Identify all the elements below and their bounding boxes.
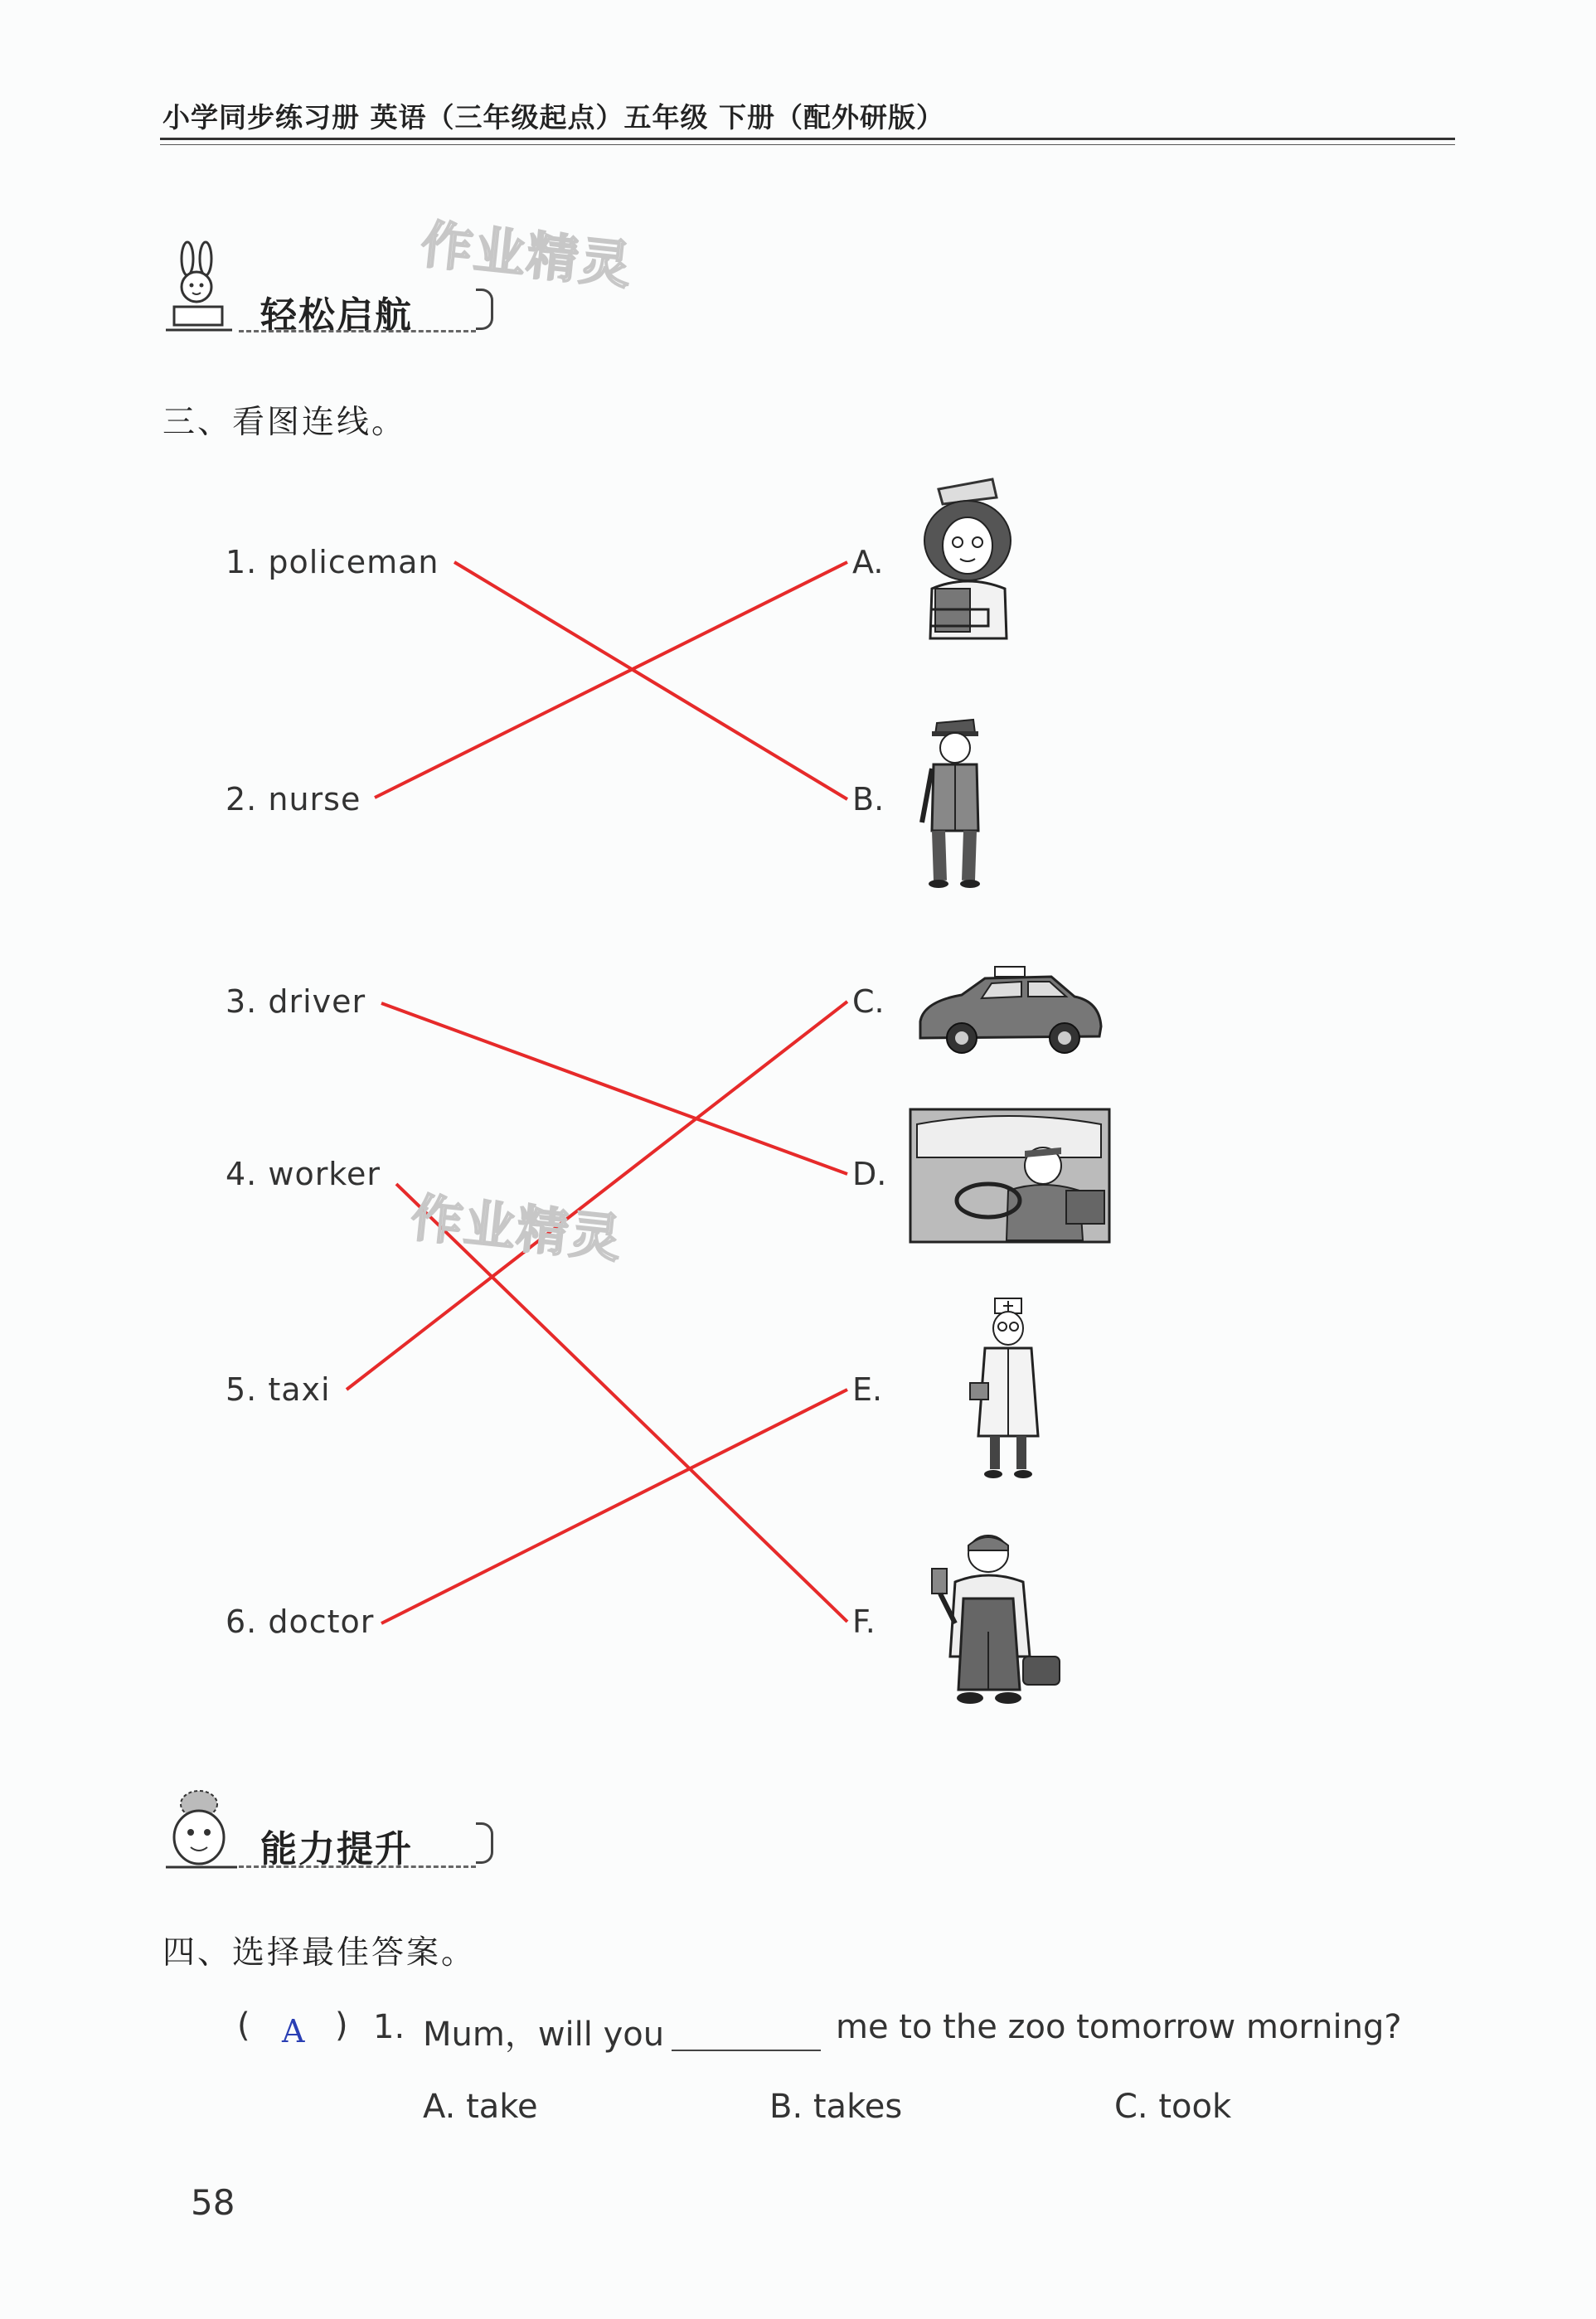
answer-paren-close: ): [335, 2006, 348, 2045]
match-letter-d: D.: [852, 1156, 887, 1192]
item-number: 6.: [226, 1603, 258, 1640]
question-number: 1.: [373, 2008, 405, 2046]
match-line-6-e: [381, 1390, 847, 1623]
item-number: 2.: [226, 781, 258, 817]
worker-picture: [930, 1532, 1066, 1710]
match-letter-b: B.: [852, 781, 885, 817]
cartoon-mascot-icon: [163, 1784, 242, 1874]
answer-paren-open: (: [237, 2006, 250, 2045]
answer-blank: [672, 2050, 821, 2051]
match-line-3-d: [381, 1003, 847, 1174]
section-banner-ability-up: [163, 1784, 494, 1875]
match-line-2-a: [375, 562, 847, 798]
match-letter-a: A.: [852, 544, 884, 580]
driver-picture: [909, 1108, 1111, 1244]
item-word: policeman: [268, 544, 439, 580]
header-title: 小学同步练习册 英语（三年级起点）五年级 下册（配外研版）: [163, 101, 944, 133]
policeman-picture: [914, 706, 997, 890]
match-letter-e: E.: [852, 1371, 883, 1408]
match-letter-f: F.: [852, 1603, 876, 1640]
handwritten-answer: A: [282, 2013, 305, 2050]
page-number: 58: [191, 2182, 235, 2223]
taxi-picture: [912, 962, 1104, 1056]
question-title: 四、选择最佳答案。: [163, 1934, 477, 1972]
section-banner-title: 轻松启航: [260, 294, 413, 337]
option-c: C. took: [1114, 2088, 1232, 2126]
doctor-picture: [967, 1295, 1051, 1484]
option-a: A. take: [423, 2088, 538, 2126]
match-letter-c: C.: [852, 983, 885, 1020]
question-text-before: Mum，will you: [423, 2016, 665, 2054]
banner-cap: [476, 1822, 493, 1864]
watermark: 作业精灵: [408, 1186, 626, 1270]
item-word: worker: [268, 1156, 381, 1192]
item-word: nurse: [268, 781, 361, 817]
item-number: 5.: [226, 1371, 258, 1408]
question-text-after: me to the zoo tomorrow morning?: [836, 2008, 1402, 2046]
banner-underline: [239, 1865, 476, 1868]
match-line-1-b: [454, 562, 847, 799]
question-title: 三、看图连线。: [163, 404, 407, 441]
nurse-picture: [905, 473, 1030, 655]
item-number: 3.: [226, 983, 258, 1020]
option-b: B. takes: [769, 2088, 903, 2126]
item-word: driver: [268, 983, 366, 1020]
section-banner-title: 能力提升: [260, 1828, 413, 1870]
item-word: doctor: [268, 1603, 375, 1640]
item-number: 1.: [226, 544, 258, 580]
watermark: 作业精灵: [418, 213, 636, 297]
item-number: 4.: [226, 1156, 258, 1192]
item-word: taxi: [268, 1371, 331, 1408]
